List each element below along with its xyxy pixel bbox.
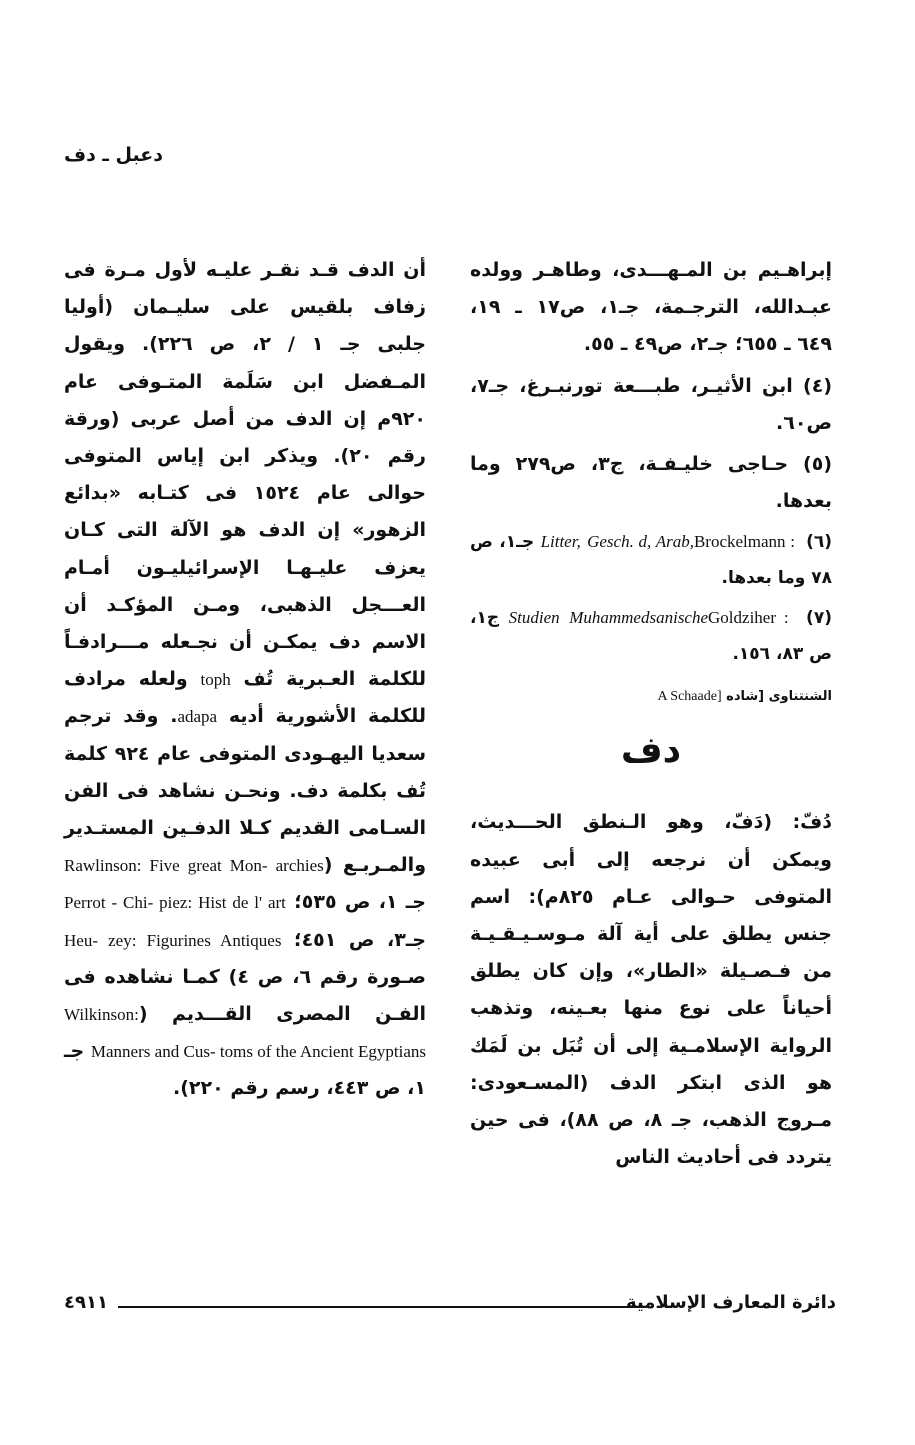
- signature-arabic: الشنتناوى [شاده: [726, 689, 832, 705]
- footnote-6-title-cont: Litter,: [540, 532, 581, 552]
- entry-title: دف: [620, 730, 682, 772]
- footnote-6: [470, 524, 832, 596]
- reference-wilkinson: Wilkinson: Manners and Cus- toms of the Ancient Egyptians: [64, 1005, 426, 1062]
- footnote-6-ref: جـ١، ص ٧٨ وما بعدها.: [470, 532, 832, 589]
- reference-perrot-chipiez: Perrot - Chi- piez: Hist de l' art: [64, 893, 286, 913]
- footnote-7: [470, 600, 832, 672]
- page-number: ٤٩١١: [64, 1292, 108, 1313]
- footnote-4: (٤) ابن الأثيـر، طبـــعة تورنبـرغ، جـ٧، ص٦٠.: [470, 374, 832, 434]
- footnote-7-ref: ج١، ص ٨٣، ١٥٦.: [470, 608, 832, 665]
- term-adapa: adapa: [177, 707, 218, 727]
- page-footer: [64, 1292, 836, 1320]
- running-head: دعبل ـ دف: [64, 144, 163, 166]
- continuation-paragraph: إبراهـيم بن المـهـــدى، وطاهـر وولده عبـدالله، الترجـمة، جـ١، ص١٧ ـ ١٩، ٦٤٩ ـ ٦٥٥؛ جـ٢، ص٤٩ ـ ٥٥.: [470, 259, 832, 356]
- left-text-part-6: صـورة رقم ٦، ص ٤) كمـا نشاهده فى الفـن المصرى القـــديم (: [64, 965, 426, 1026]
- right-column: [470, 252, 832, 1176]
- left-text-part-1: أن الدف قـد نقـر عليـه لأول مـرة فى زفاف بلقيس على سليـمان (أوليا جلبى جـ ١ / ٢، ص ٢٢٦). ويقول المـفضل ابن سَلَمة المتـوفى عام ٩٢٠م إن الدف من أصل عربى (ورقة رقم ٢٠). ويذكر ابن إياس المتوفى حوالى عام ١٥٢٤ فى كتـابه «بدائع الزهور» إن الدف هو الآلة التى كـان يعزف عليـهـا الإسرائيليـون أمـام العـــجل الذهبى، ومـن المؤكـد أن الاسم دف يمكـن أن نجـعله مـــرادفـاً للكلمة العـبرية تُف: [64, 259, 426, 691]
- entry-body: دُفّ: (دَفّ، وهو الـنطق الحـــديث، ويمكن أن نرجعه إلى أبى عبيده المتوفى حـوالى عـام ٨٢٥م): اسم جنس يطلق على أية آلة مـوسـيـقـيـة من فـصـيلة «الطار»، وإن كان يطلق أحياناً على نوع منها بعـينه، وتذهب الرواية الإسلامـية إلى أن تُبَل بن لَمَك هو الذى ابتكر الدف (المسـعودى: مـروج الذهب، جـ ٨، ص ٨٨)، فى حين يتردد فى أحاديث الناس: [470, 811, 833, 1169]
- footnote-6-number: (٦): [806, 532, 833, 553]
- footnote-7-title: Muhammedsanische: [569, 608, 709, 628]
- footer-rule: [118, 1306, 646, 1308]
- left-text-part-4: جـ ١، ص ٥٣٥؛: [294, 891, 426, 914]
- footnote-7-number: (٧): [806, 608, 832, 629]
- term-toph: toph: [200, 670, 231, 690]
- reference-rawlinson: Rawlinson: Five great Mon- archies: [64, 856, 324, 876]
- reference-heuzey: Heu- zey: Figurines Antiques: [64, 930, 282, 950]
- left-text-part-3: . وقد ترجم سعديا اليهـودى المتوفى عام ٩٢٤ كلمة تُف بكلمة دف. ونحـن نشاهد فى الفن السـامى القديم كـلا الدفـين المستـدير والمـربـع (: [64, 705, 426, 877]
- left-text-part-5: جـ٣، ص ٤٥١؛: [293, 928, 426, 951]
- footnote-7-author: Goldziher :: [708, 608, 797, 628]
- left-column: [64, 252, 426, 1108]
- footnote-6-author: Brockelmann :: [693, 532, 800, 552]
- left-column-text: [64, 252, 426, 1108]
- footnote-6-title: Gesch. d, Arab,: [587, 532, 694, 552]
- footnote-7-title-cont: Studien: [508, 608, 560, 628]
- left-text-part-7: جـ ١، ص ٤٤٣، رسم رقم ٢٢٠).: [64, 1040, 426, 1100]
- journal-title: دائرة المعارف الإسلامية: [625, 1292, 836, 1313]
- author-signature: [470, 682, 832, 712]
- left-text-part-2: ولعله مرادف للكلمة الأشورية أديه: [64, 668, 426, 728]
- signature-latin: A Schaade]: [657, 689, 722, 705]
- footnote-5: (٥) حـاجى خليـفـة، ج٣، ص٢٧٩ وما بعدها.: [470, 453, 832, 513]
